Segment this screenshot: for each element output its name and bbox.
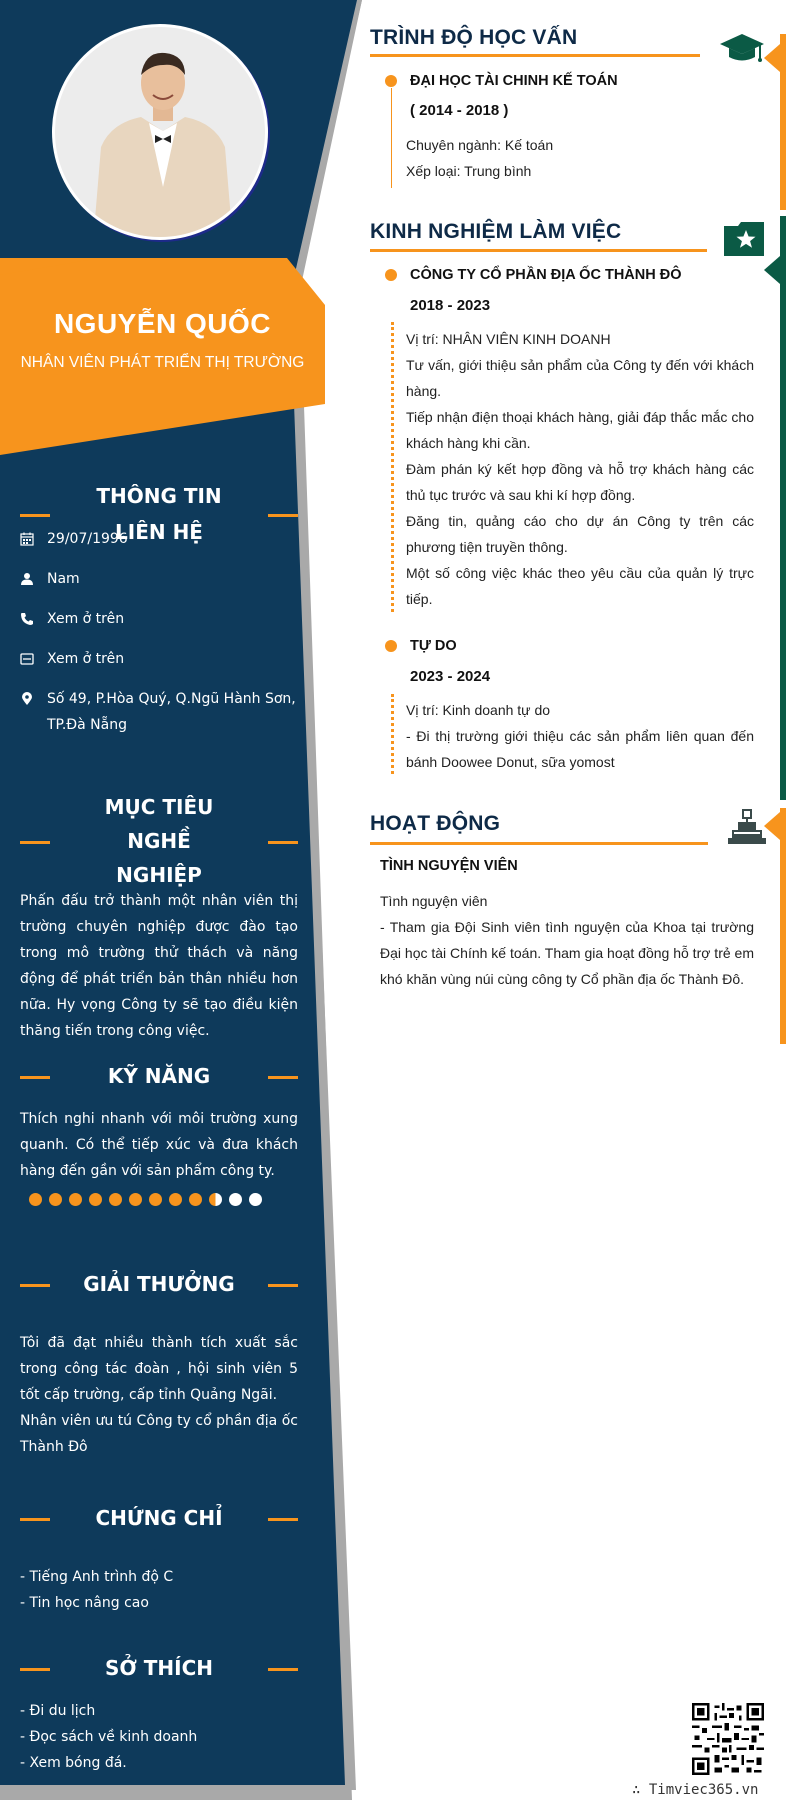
education-bullet	[385, 75, 397, 87]
phone-icon	[20, 612, 34, 626]
certificate-item: - Tin học nâng cao	[20, 1595, 149, 1611]
person-photo-icon	[55, 27, 268, 240]
skill-rating-dot	[189, 1193, 202, 1206]
awards-line-1: Tôi đã đạt nhiều thành tích xuất sắc trong công tác đoàn , hội sinh viên 5 tốt cấp trường, cấp tỉnh Quảng Ngãi.	[20, 1335, 298, 1403]
job-1-bullet	[385, 269, 397, 281]
education-underline	[370, 54, 700, 57]
awards-line-2: Nhân viên ưu tú Công ty cổ phần địa ốc Thành Đô	[20, 1413, 298, 1455]
candidate-name: NGUYỄN QUỐC	[53, 308, 272, 339]
job-2-timeline	[391, 694, 394, 774]
job-1-timeline	[391, 322, 394, 612]
education-side-marker	[764, 44, 780, 72]
skill-rating-dot	[129, 1193, 142, 1206]
hobbies-list	[20, 1698, 300, 1776]
experience-heading: KINH NGHIỆM LÀM VIỆC	[370, 220, 622, 243]
hobby-item: - Đi du lịch	[20, 1703, 96, 1719]
job-2-company: TỰ DO	[410, 638, 457, 654]
footer-brand: ∴ Timviec365.vn	[632, 1782, 759, 1798]
experience-side-bar	[780, 216, 786, 800]
skill-rating-dot	[69, 1193, 82, 1206]
hobby-item: - Đọc sách về kinh doanh	[20, 1729, 198, 1745]
skill-rating-dot	[169, 1193, 182, 1206]
certificate-item: - Tiếng Anh trình độ C	[20, 1569, 174, 1585]
job-2-bullet	[385, 640, 397, 652]
skill-rating-dot	[89, 1193, 102, 1206]
job-1-line: Đàm phán ký kết hợp đồng và hỗ trợ khách hàng các thủ tục trước và sau khi kí hợp đồng.	[406, 461, 754, 503]
contact-heading: THÔNG TIN LIÊN HỆ	[20, 478, 298, 550]
awards-heading: GIẢI THƯỞNG	[20, 1266, 298, 1302]
avatar	[52, 24, 268, 240]
skill-rating	[29, 1193, 262, 1206]
candidate-title: NHÂN VIÊN PHÁT TRIỂN THỊ TRƯỜNG	[20, 354, 305, 371]
certificates-heading: CHỨNG CHỈ	[20, 1500, 298, 1536]
skills-heading: KỸ NĂNG	[20, 1058, 298, 1094]
education-timeline	[391, 88, 392, 188]
education-major: Chuyên ngành: Kế toán	[406, 137, 554, 153]
job-1-line: Một số công việc khác theo yêu cầu của quản lý trực tiếp.	[406, 565, 754, 607]
education-school: ĐẠI HỌC TÀI CHINH KẾ TOÁN	[410, 73, 618, 89]
awards-text	[20, 1330, 298, 1460]
skill-rating-dot	[49, 1193, 62, 1206]
skill-rating-dot	[109, 1193, 122, 1206]
user-icon	[20, 572, 34, 586]
skill-rating-dot	[29, 1193, 42, 1206]
email-icon	[20, 652, 34, 666]
contact-email: Xem ở trên	[20, 646, 305, 672]
contact-phone: Xem ở trên	[20, 606, 305, 632]
job-1-details	[406, 326, 754, 612]
activities-underline	[370, 842, 708, 845]
activities-side-bar	[780, 808, 786, 1044]
calendar-icon	[20, 532, 34, 546]
skill-rating-dot	[229, 1193, 242, 1206]
objective-heading: MỤC TIÊU NGHỀ NGHIỆP	[20, 790, 298, 892]
certificates-list	[20, 1564, 300, 1616]
hobby-item: - Xem bóng đá.	[20, 1755, 127, 1771]
job-1-company: CÔNG TY CỔ PHẦN ĐỊA ỐC THÀNH ĐÔ	[410, 267, 682, 283]
job-1-line: Tư vấn, giới thiệu sản phẩm của Công ty đến với khách hàng.	[406, 357, 754, 399]
activities-side-marker	[764, 812, 780, 840]
job-1-period: 2018 - 2023	[410, 297, 491, 314]
education-grade: Xếp loại: Trung bình	[406, 163, 532, 179]
job-1-line: Tiếp nhận điện thoại khách hàng, giải đáp thắc mắc cho khách hàng khi cần.	[406, 409, 754, 451]
skill-rating-dot	[249, 1193, 262, 1206]
activity-line-2: - Tham gia Đội Sinh viên tình nguyện của Khoa tại trường Đại học tài Chính kế toán. Tham gia hoạt đồng hỗ trợ trẻ em khó khăn vùng núi cùng công ty Cổ phần địa ốc Thành Đô.	[380, 919, 754, 987]
education-details	[406, 132, 754, 184]
job-2-line: Vị trí: Kinh doanh tự do	[406, 702, 551, 718]
job-2-details	[406, 697, 754, 775]
skill-rating-dot	[149, 1193, 162, 1206]
education-side-bar	[780, 34, 786, 210]
skill-rating-dot	[209, 1193, 222, 1206]
job-1-line: Đăng tin, quảng cáo cho dự án Công ty trên các phương tiện truyền thông.	[406, 513, 754, 555]
qr-code-icon	[692, 1703, 764, 1775]
activity-line-1: Tình nguyện viên	[380, 893, 488, 909]
graduation-cap-icon	[720, 32, 764, 64]
folder-star-icon	[724, 222, 764, 256]
location-icon	[20, 692, 34, 706]
contact-address: Số 49, P.Hòa Quý, Q.Ngũ Hành Sơn, TP.Đà Nẵng	[20, 686, 305, 738]
activity-details	[380, 888, 754, 992]
education-heading: TRÌNH ĐỘ HỌC VẤN	[370, 26, 578, 49]
objective-text: Phấn đấu trở thành một nhân viên thị trường chuyên nghiệp được đào tạo trong mô trường thử thách và năng động để phát triển bản thân nhiều hơn nữa. Hy vọng Công ty sẽ tạo điều kiện thăng tiến trong công việc.	[20, 893, 298, 1039]
job-1-line: Vị trí: NHÂN VIÊN KINH DOANH	[406, 331, 611, 347]
contact-gender: Nam	[20, 566, 305, 592]
experience-underline	[370, 249, 707, 252]
job-2-line: - Đi thị trường giới thiệu các sản phẩm liên quan đến bánh Doowee Donut, sữa yomost	[406, 728, 754, 770]
podium-award-icon	[728, 808, 766, 846]
experience-side-marker	[764, 256, 780, 284]
job-2-period: 2023 - 2024	[410, 668, 491, 685]
skills-text: Thích nghi nhanh với môi trường xung quanh. Có thể tiếp xúc và đưa khách hàng đến gần với sản phẩm công ty.	[20, 1111, 298, 1179]
activities-heading: HOẠT ĐỘNG	[370, 812, 501, 835]
contact-birthday: 29/07/1996	[20, 526, 305, 552]
education-period: ( 2014 - 2018 )	[410, 102, 509, 119]
activity-title: TÌNH NGUYỆN VIÊN	[380, 858, 518, 874]
hobbies-heading: SỞ THÍCH	[20, 1650, 298, 1686]
